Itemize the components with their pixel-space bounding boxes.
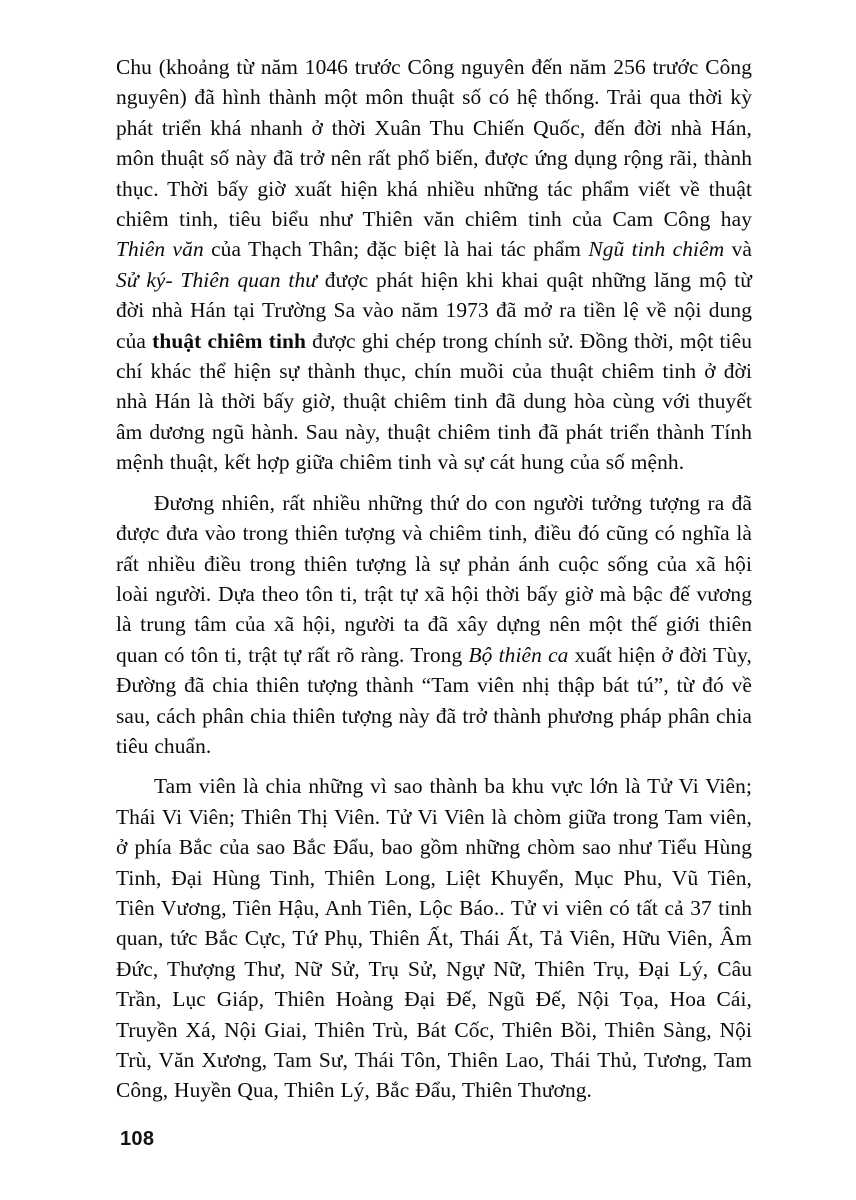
emphasis-bold: thuật chiêm tinh bbox=[152, 328, 306, 353]
emphasis-italic: Ngũ tinh chiêm bbox=[588, 237, 725, 262]
paragraph-1 bbox=[116, 52, 752, 478]
paragraph-3 bbox=[116, 771, 752, 1105]
text-run: của Thạch Thân; đặc biệt là hai tác phẩm bbox=[203, 237, 589, 262]
emphasis-italic: Sử ký- Thiên quan thư bbox=[116, 267, 318, 292]
page-number: 108 bbox=[120, 1128, 155, 1150]
text-run: và bbox=[724, 237, 752, 262]
text-run: Đương nhiên, rất nhiều những thứ do con người tưởng tượng ra đã được đưa vào trong thiên tượng và chiêm tinh, điều đó cũng có nghĩa là rất nhiều điều trong thiên tượng là sự phản ánh cuộc sống của xã hội loài người. Dựa theo tôn ti, trật tự xã hội thời bấy giờ mà bậc đế vương là trung tâm của xã hội, người ta đã xây dựng nên một thế giới thiên quan có tôn ti, trật tự rất rõ ràng. Trong bbox=[116, 490, 752, 667]
page-text-block bbox=[116, 52, 752, 1106]
emphasis-italic: Thiên văn bbox=[116, 237, 204, 262]
text-run: Tam viên là chia những vì sao thành ba khu vực lớn là Tử Vi Viên; Thái Vi Viên; Thiên Thị Viên. Tử Vi Viên là chòm giữa trong Tam viên, ở phía Bắc của sao Bắc Đẩu, bao gồm những chòm sao như Tiểu Hùng Tinh, Đại Hùng Tinh, Thiên Long, Liệt Khuyển, Mục Phu, Vũ Tiên, Tiên Vương, Tiên Hậu, Anh Tiên, Lộc Báo.. Tử vi viên có tất cả 37 tinh quan, tức Bắc Cực, Tứ Phụ, Thiên Ất, Thái Ất, Tả Viên, Hữu Viên, Âm Đức, Thượng Thư, Nữ Sử, Trụ Sử, Ngự Nữ, Thiên Trụ, Đại Lý, Câu Trần, Lục Giáp, Thiên Hoàng Đại Đế, Ngũ Đế, Nội Tọa, Hoa Cái, Truyền Xá, Nội Giai, Thiên Trù, Bát Cốc, Thiên Bồi, Thiên Sàng, Nội Trù, Văn Xương, Tam Sư, Thái Tôn, Thiên Lao, Thái Thủ, Tương, Tam Công, Huyền Qua, Thiên Lý, Bắc Đẩu, Thiên Thương. bbox=[116, 774, 752, 1103]
text-run: Chu (khoảng từ năm 1046 trước Công nguyên đến năm 256 trước Công nguyên) đã hình thành một môn thuật số có hệ thống. Trải qua thời kỳ phát triển khá nhanh ở thời Xuân Thu Chiến Quốc, đến đời nhà Hán, môn thuật số này đã trở nên rất phổ biến, được ứng dụng rộng rãi, thành thục. Thời bấy giờ xuất hiện khá nhiều những tác phẩm viết về thuật chiêm tinh, tiêu biểu như Thiên văn chiêm tinh của Cam Công hay bbox=[116, 55, 752, 232]
paragraph-2 bbox=[116, 488, 752, 762]
emphasis-italic: Bộ thiên ca bbox=[468, 642, 569, 667]
text-run: được phát hiện khi khai quật những lăng mộ từ đời nhà Hán tại Trường Sa vào năm 1973 đã mở ra tiền lệ về nội dung của bbox=[116, 267, 753, 353]
text-run: được ghi chép trong chính sử. Đồng thời, một tiêu chí khác thể hiện sự thành thục, chín muồi của thuật chiêm tinh ở đời nhà Hán là thời bấy giờ, thuật chiêm tinh đã dung hòa cùng với thuyết âm dương ngũ hành. Sau này, thuật chiêm tinh đã phát triển thành Tính mệnh thuật, kết hợp giữa chiêm tinh và sự cát hung của số mệnh. bbox=[116, 328, 752, 475]
text-run: xuất hiện ở đời Tùy, Đường đã chia thiên tượng thành “Tam viên nhị thập bát tú”, từ đó về sau, cách phân chia thiên tượng này đã trở thành phương pháp phân chia tiêu chuẩn. bbox=[116, 642, 752, 758]
